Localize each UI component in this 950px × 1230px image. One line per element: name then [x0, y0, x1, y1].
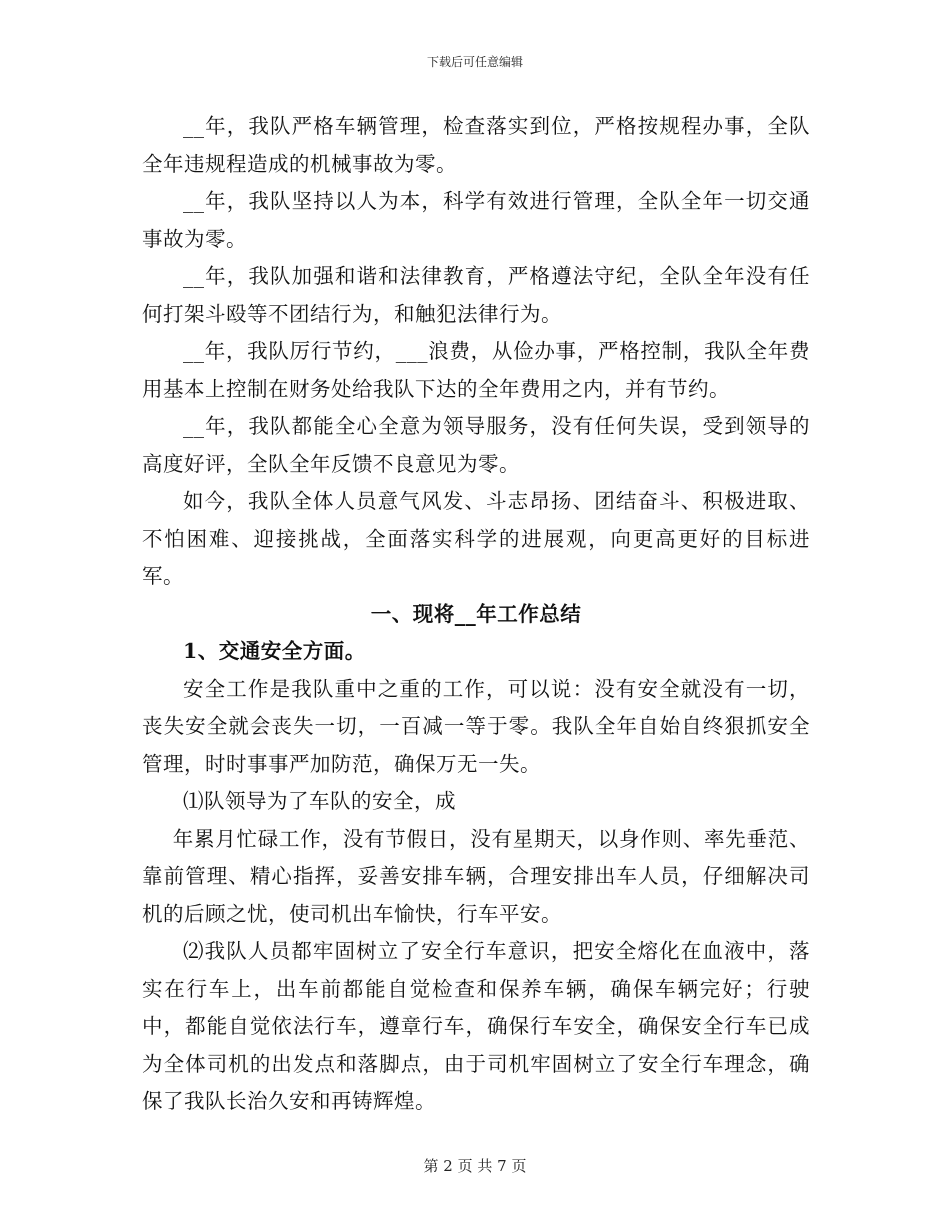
document-body: [142, 108, 810, 1121]
paragraph-legal-education: __年，我队加强和谐和法律教育，严格遵法守纪，全队全年没有任何打架斗殴等不团结行为，和触犯法律行为。: [142, 264, 810, 326]
paragraph-item-1-continued: 年累月忙碌工作，没有节假日，没有星期天，以身作则、率先垂范、靠前管理、精心指挥，妥善安排车辆，合理安排出车人员，仔细解决司机的后顾之忧，使司机出车愉快，行车平安。: [142, 826, 810, 926]
paragraph-machinery-accidents: __年，我队严格车辆管理，检查落实到位，严格按规程办事，全队全年违规程造成的机械事故为零。: [142, 114, 810, 176]
paragraph-safety-intro: 安全工作是我队重中之重的工作，可以说：没有安全就没有一切，丧失安全就会丧失一切，一百减一等于零。我队全年自始自终狠抓安全管理，时时事事严加防范，确保万无一失。: [142, 676, 810, 776]
section-title: 一、现将__年工作总结: [370, 601, 582, 626]
paragraph-traffic-accidents: __年，我队坚持以人为本，科学有效进行管理，全队全年一切交通事故为零。: [142, 189, 810, 251]
page-number: 第 2 页 共 7 页: [423, 1157, 527, 1175]
paragraph-item-2: ⑵我队人员都牢固树立了安全行车意识，把安全熔化在血液中，落实在行车上，出车前都能自觉检查和保养车辆，确保车辆完好；行驶中，都能自觉依法行车，遵章行车，确保行车安全，确保安全行车已成为全体司机的出发点和落脚点，由于司机牢固树立了安全行车理念，确保了我队长治久安和再铸辉煌。: [142, 939, 810, 1113]
paragraph-cost-control: __年，我队厉行节约，___浪费，从俭办事，严格控制，我队全年费用基本上控制在财务处给我队下达的全年费用之内，并有节约。: [142, 339, 810, 401]
subsection-title: 1、交通安全方面。: [183, 639, 366, 663]
page-header-note: 下载后可任意编辑: [426, 55, 523, 69]
paragraph-leadership-service: __年，我队都能全心全意为领导服务，没有任何失误，受到领导的高度好评，全队全年反馈不良意见为零。: [142, 414, 810, 476]
paragraph-item-1-start: ⑴队领导为了车队的安全，成: [183, 789, 456, 813]
paragraph-team-spirit: 如今，我队全体人员意气风发、斗志昂扬、团结奋斗、积极进取、不怕困难、迎接挑战，全面落实科学的进展观，向更高更好的目标进军。: [142, 489, 810, 588]
